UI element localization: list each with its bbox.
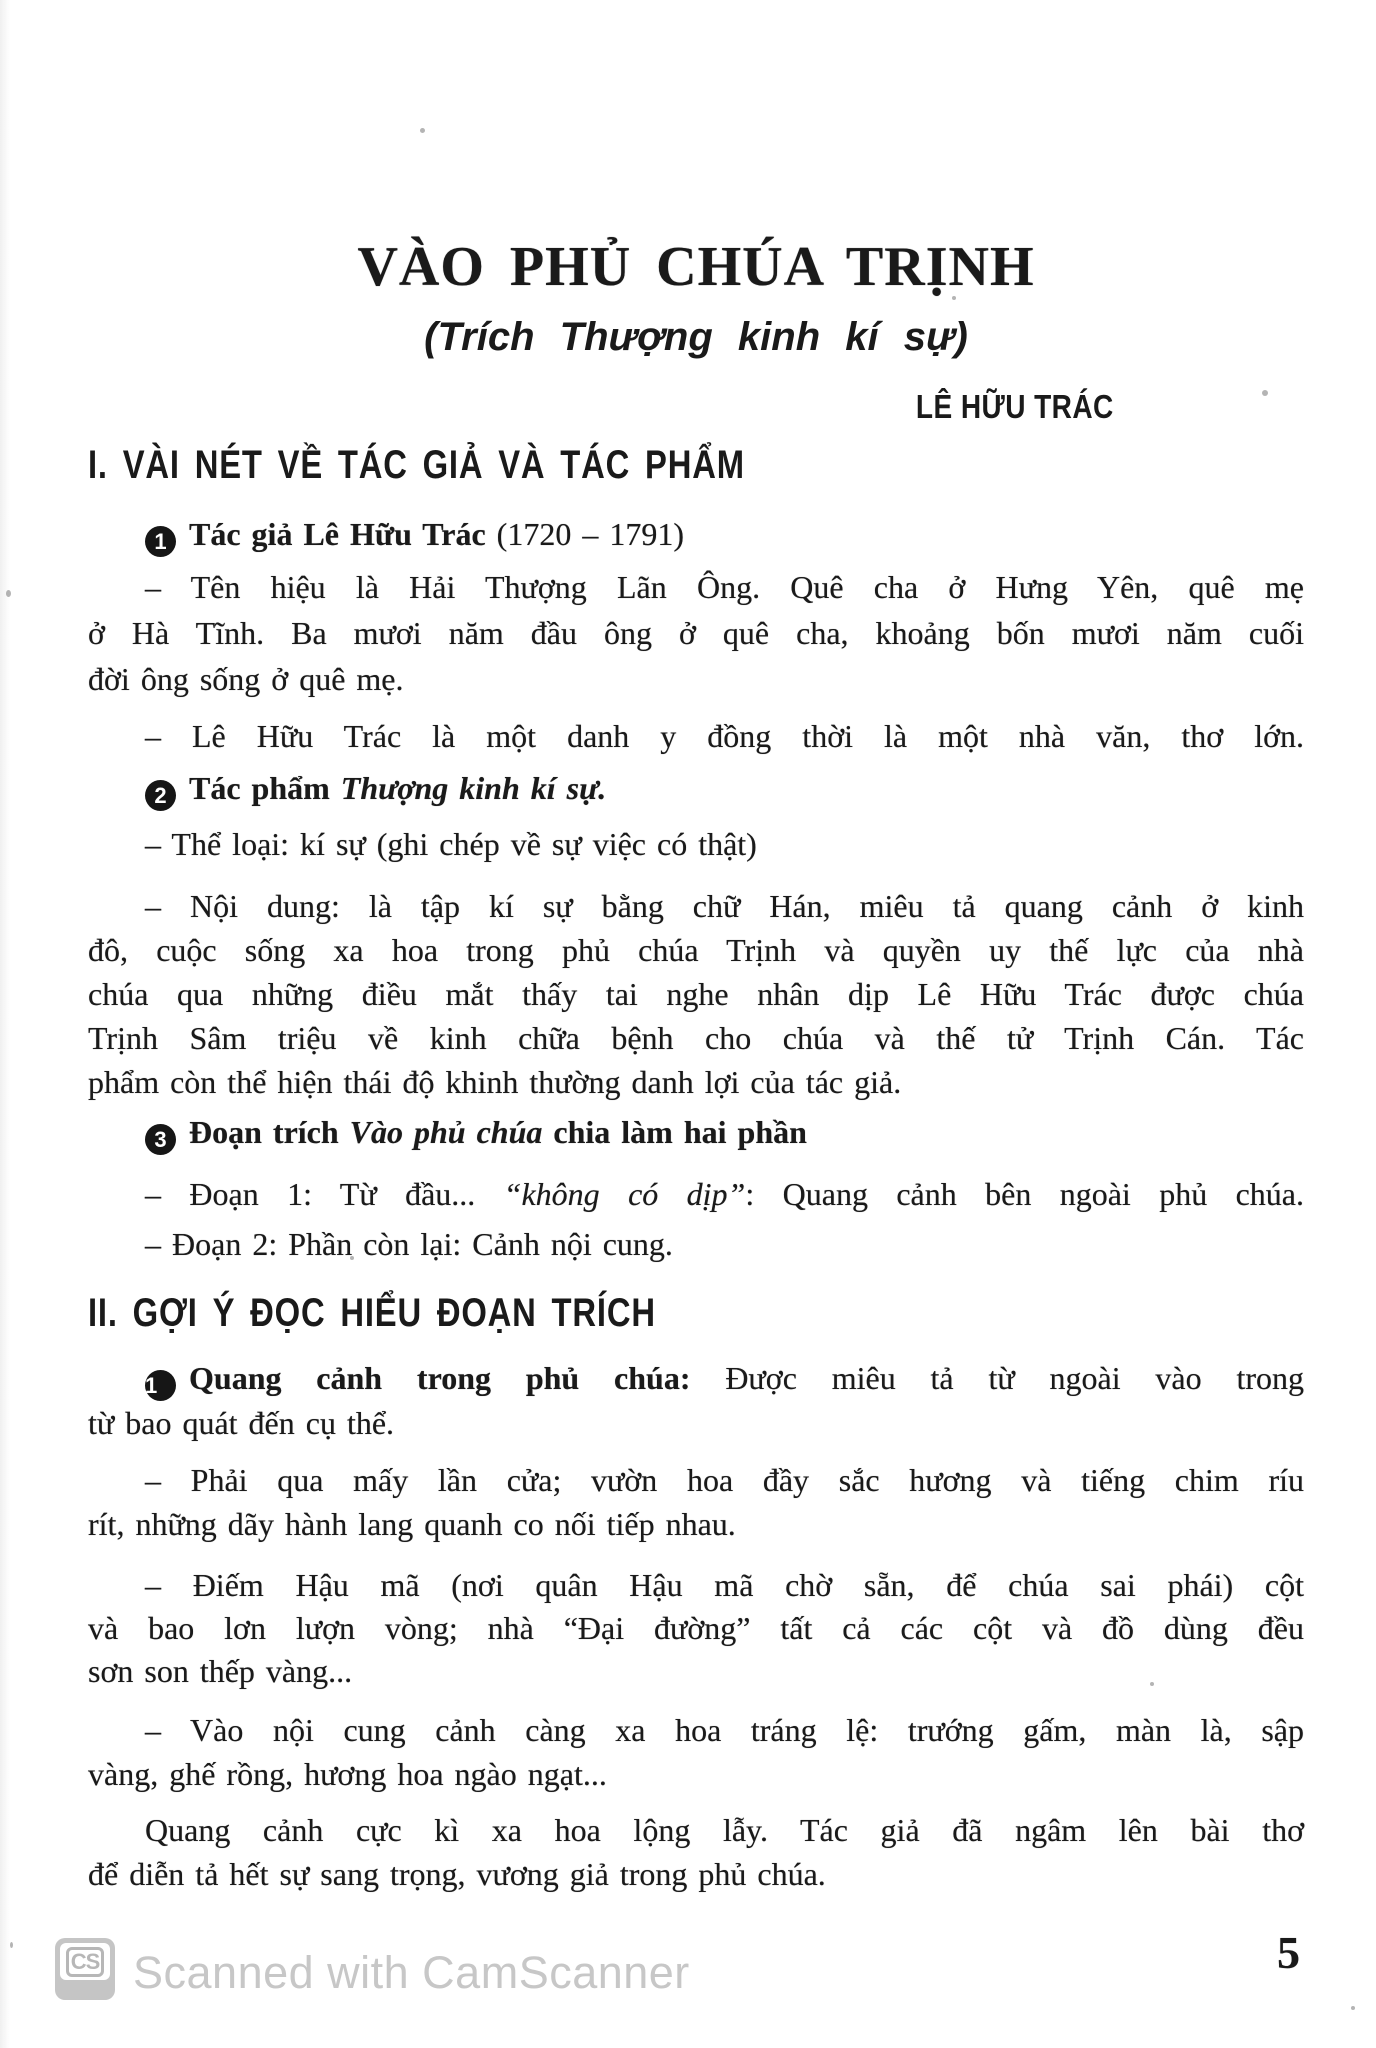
paragraph-line: – Tên hiệu là Hải Thượng Lãn Ông. Quê cha ở Hưng Yên, quê mẹ — [145, 569, 1304, 605]
paragraph-line: – Vào nội cung cảnh càng xa hoa tráng lệ: trướng gấm, màn là, sập — [145, 1712, 1304, 1748]
paragraph-line: và bao lơn lượn vòng; nhà “Đại đường” tất cả các cột và đồ dùng đều — [88, 1610, 1304, 1646]
bullet-3-icon: 3 — [145, 1124, 176, 1155]
page-number: 5 — [1277, 1927, 1300, 1978]
paragraph-content-summary — [88, 884, 1304, 1104]
paragraph-genre — [88, 822, 1304, 866]
paragraph-line: để diễn tả hết sự sang trọng, vương giả trong phủ chúa. — [88, 1856, 826, 1892]
paragraph-line: – Nội dung: là tập kí sự bằng chữ Hán, miêu tả quang cảnh ở kinh — [145, 888, 1304, 924]
paragraph-line: Quang cảnh cực kì xa hoa lộng lẫy. Tác giả đã ngâm lên bài thơ — [145, 1812, 1304, 1848]
part1-quote-italic: “không có dịp” — [503, 1176, 746, 1212]
scan-speck — [6, 590, 11, 597]
paragraph-line: – Điếm Hậu mã (nơi quân Hậu mã chờ sẵn, để chúa sai phái) cột — [145, 1567, 1304, 1603]
scan-speck — [1262, 390, 1268, 396]
paragraph-gates — [88, 1458, 1304, 1546]
part1-prefix: – Đoạn 1: Từ đầu... — [145, 1176, 504, 1212]
paragraph-line — [88, 1172, 1304, 1216]
item-author-bold: Tác giả Lê Hữu Trác — [189, 516, 486, 552]
bullet-1-icon: 1 — [145, 1370, 176, 1401]
bullet-2-icon: 2 — [145, 780, 176, 811]
camscanner-logo-text: CS — [66, 1947, 105, 1977]
camscanner-watermark: Scanned with CamScanner — [133, 1947, 690, 1998]
scan-speck — [952, 296, 956, 300]
paragraph-line: – Phải qua mấy lần cửa; vườn hoa đầy sắc hương và tiếng chim ríu — [145, 1462, 1304, 1498]
scan-edge-shadow — [0, 0, 10, 2048]
numbered-item-author — [88, 512, 1304, 557]
item-excerpt-bold1: Đoạn trích — [189, 1114, 339, 1150]
section2-heading — [88, 1290, 1304, 1336]
bullet-1-icon: 1 — [145, 526, 176, 557]
page-subtitle — [88, 312, 1304, 362]
author-name: LÊ HỮU TRÁC — [916, 388, 1114, 425]
item-work-bold: Tác phẩm — [189, 770, 330, 806]
camscanner-logo-icon — [55, 1938, 115, 2000]
paragraph-line: từ bao quát đến cụ thể. — [88, 1405, 395, 1441]
subtitle-work-title: Thượng kinh kí sự — [559, 315, 955, 359]
paragraph-line — [88, 1356, 1304, 1401]
scan-speck — [1150, 1682, 1154, 1686]
paragraph-part2 — [88, 1222, 1304, 1266]
scan-speck — [420, 128, 425, 133]
item-author-years: (1720 – 1791) — [485, 516, 684, 552]
part1-suffix: : Quang cảnh bên ngoài phủ chúa. — [745, 1176, 1304, 1212]
paragraph-line: sơn son thếp vàng... — [88, 1653, 353, 1689]
item-excerpt-bold2: chia làm hai phần — [542, 1114, 807, 1150]
numbered-item-scenery — [88, 1356, 1304, 1445]
scan-speck — [10, 1942, 13, 1948]
paragraph-conclusion — [88, 1808, 1304, 1896]
paragraph-line: chúa qua những điều mắt thấy tai nghe nhân dịp Lê Hữu Trác được chúa — [88, 976, 1304, 1012]
paragraph-line: – Thể loại: kí sự (ghi chép về sự việc có thật) — [145, 826, 757, 862]
paragraph-danh-y — [88, 714, 1304, 758]
paragraph-line: – Đoạn 2: Phần còn lại: Cảnh nội cung. — [145, 1226, 673, 1262]
numbered-item-work — [88, 766, 1304, 811]
section1-heading — [88, 442, 1304, 488]
scan-speck — [350, 1256, 354, 1260]
paragraph-inner-palace — [88, 1708, 1304, 1796]
paragraph-line: ở Hà Tĩnh. Ba mươi năm đầu ông ở quê cha, khoảng bốn mươi năm cuối — [88, 615, 1304, 651]
item-excerpt-title-italic: Vào phủ chúa — [338, 1114, 543, 1150]
paragraph-line: vàng, ghế rồng, hương hoa ngào ngạt... — [88, 1756, 607, 1792]
paragraph-hau-ma — [88, 1564, 1304, 1693]
paragraph-line: đời ông sống ở quê mẹ. — [88, 661, 404, 697]
numbered-item-excerpt — [88, 1110, 1304, 1155]
paragraph-line: đô, cuộc sống xa hoa trong phủ chúa Trịnh và quyền uy thế lực của nhà — [88, 932, 1304, 968]
paragraph-birthplace — [88, 564, 1304, 702]
page-title: VÀO PHỦ CHÚA TRỊNH — [357, 236, 1035, 298]
camscanner-logo-inner — [60, 1943, 110, 1980]
section1-heading-text: I. VÀI NÉT VỀ TÁC GIẢ VÀ TÁC PHẨM — [88, 443, 745, 487]
paragraph-line: – Lê Hữu Trác là một danh y đồng thời là một nhà văn, thơ lớn. — [145, 718, 1304, 754]
paragraph-line: rít, những dãy hành lang quanh co nối tiếp nhau. — [88, 1506, 736, 1542]
section2-heading-text: II. GỢI Ý ĐỌC HIỂU ĐOẠN TRÍCH — [88, 1291, 656, 1335]
subtitle-prefix: (Trích — [424, 315, 560, 359]
paragraph-line: Trịnh Sâm triệu về kinh chữa bệnh cho chúa và thế tử Trịnh Cán. Tác — [88, 1020, 1304, 1056]
paragraph-part1 — [88, 1172, 1304, 1216]
item-work-title-italic: Thượng kinh kí sự. — [329, 770, 607, 806]
item-scenery-rest: Được miêu tả từ ngoài vào trong — [690, 1360, 1305, 1396]
paragraph-line: phẩm còn thể hiện thái độ khinh thường danh lợi của tác giả. — [88, 1064, 902, 1100]
scan-speck — [1351, 2006, 1355, 2010]
subtitle-suffix: ) — [954, 315, 968, 359]
item-scenery-bold: Quang cảnh trong phủ chúa: — [189, 1360, 691, 1396]
